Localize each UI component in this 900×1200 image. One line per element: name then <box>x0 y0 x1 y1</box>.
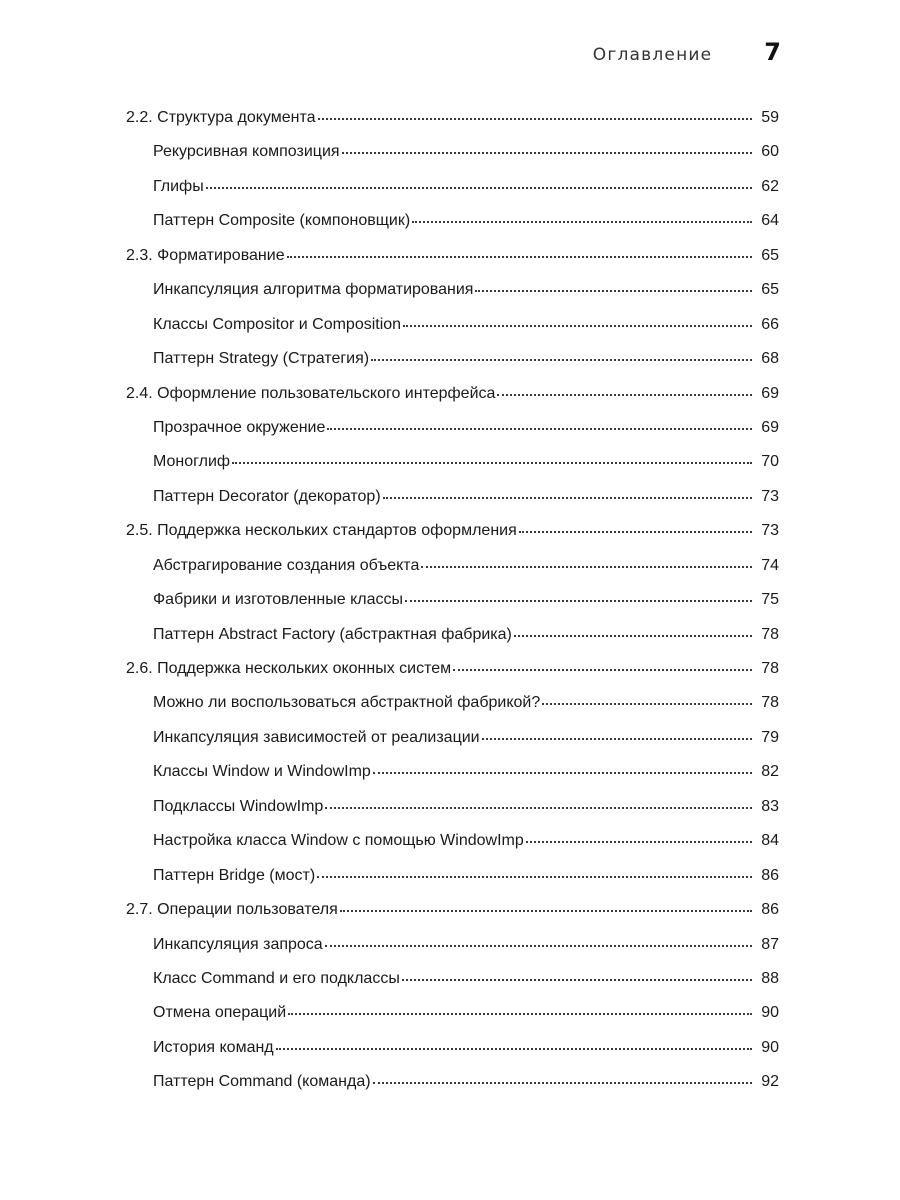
toc-entry-page-number: 65 <box>761 246 779 264</box>
toc-subsection-entry <box>0 722 900 756</box>
toc-entry-title: Отмена операций <box>153 1004 287 1022</box>
toc-entry-page-number: 73 <box>761 522 779 540</box>
toc-entry-page-number: 78 <box>761 625 779 643</box>
toc-entry-title: 2.7. Операции пользователя <box>126 901 338 919</box>
toc-subsection-entry <box>0 1066 900 1100</box>
toc-entry-page-number: 68 <box>761 350 779 368</box>
dot-leader <box>287 255 752 258</box>
toc-entry-page-number: 69 <box>761 384 779 402</box>
dot-leader <box>475 289 752 292</box>
toc-entry-page-number: 78 <box>761 660 779 677</box>
toc-entry-title: Класс Command и его подклассы <box>153 969 400 987</box>
toc-subsection-entry <box>0 997 900 1031</box>
toc-entry-page-number: 90 <box>761 1038 779 1056</box>
toc-section-entry <box>0 102 900 136</box>
dot-leader <box>514 634 752 637</box>
dot-leader <box>421 565 752 568</box>
running-header-title: Оглавление <box>592 45 713 65</box>
toc-subsection-entry <box>0 963 900 997</box>
page-number: 7 <box>764 38 781 66</box>
toc-entry-title: Классы Window и WindowImp <box>153 763 371 781</box>
toc-subsection-entry <box>0 550 900 584</box>
dot-leader <box>206 186 752 189</box>
toc-entry-title: Классы Compositor и Composition <box>153 315 402 333</box>
toc-entry-page-number: 86 <box>761 901 779 919</box>
dot-leader <box>317 875 752 878</box>
dot-leader <box>526 840 752 843</box>
toc-subsection-entry <box>0 756 900 790</box>
toc-entry-title: 2.5. Поддержка нескольких стандартов оформления <box>126 522 517 540</box>
toc-section-entry <box>0 240 900 274</box>
toc-entry-title: Паттерн Command (команда) <box>153 1073 371 1091</box>
toc-entry-title: 2.6. Поддержка нескольких оконных систем <box>126 660 452 677</box>
toc-entry-page-number: 62 <box>761 177 779 195</box>
toc-subsection-entry <box>0 343 900 377</box>
toc-entry-page-number: 74 <box>761 556 779 574</box>
toc-entry-page-number: 70 <box>761 453 779 471</box>
dot-leader <box>340 909 752 912</box>
toc-entry-page-number: 79 <box>761 728 779 746</box>
toc-entry-page-number: 78 <box>761 694 779 712</box>
toc-entry-title: 2.4. Оформление пользовательского интерфейса <box>126 384 496 402</box>
toc-subsection-entry <box>0 136 900 170</box>
dot-leader <box>327 427 752 430</box>
toc-entry-title: 2.2. Структура документа <box>126 109 316 126</box>
toc-entry-title: Прозрачное окружение <box>153 418 326 436</box>
toc-entry-title: Инкапсуляция алгоритма форматирования <box>153 281 474 299</box>
dot-leader <box>232 461 752 464</box>
toc-entry-page-number: 75 <box>761 591 779 609</box>
toc-entry-title: Паттерн Composite (компоновщик) <box>153 212 411 230</box>
toc-subsection-entry <box>0 860 900 894</box>
dot-leader <box>403 324 752 327</box>
toc-subsection-entry <box>0 929 900 963</box>
toc-subsection-entry <box>0 687 900 721</box>
dot-leader <box>412 220 752 223</box>
toc-entry-page-number: 92 <box>761 1073 779 1091</box>
toc-entry-title: История команд <box>153 1038 274 1056</box>
dot-leader <box>519 530 752 533</box>
toc-subsection-entry <box>0 1032 900 1066</box>
dot-leader <box>453 668 752 671</box>
dot-leader <box>325 944 752 947</box>
dot-leader <box>383 496 752 499</box>
dot-leader <box>276 1047 752 1050</box>
toc-subsection-entry <box>0 412 900 446</box>
toc-entry-page-number: 65 <box>761 281 779 299</box>
dot-leader <box>482 737 752 740</box>
toc-subsection-entry <box>0 584 900 618</box>
toc-section-entry <box>0 894 900 928</box>
toc-entry-title: Паттерн Bridge (мост) <box>153 866 316 884</box>
toc-entry-page-number: 86 <box>761 866 779 884</box>
toc-subsection-entry <box>0 791 900 825</box>
toc-subsection-entry <box>0 446 900 480</box>
toc-section-entry <box>0 378 900 412</box>
toc-subsection-entry <box>0 825 900 859</box>
dot-leader <box>325 806 752 809</box>
toc-section-entry <box>0 653 900 687</box>
toc-subsection-entry <box>0 205 900 239</box>
toc-entry-page-number: 90 <box>761 1004 779 1022</box>
toc-section-entry <box>0 515 900 549</box>
toc-entry-title: Паттерн Decorator (декоратор) <box>153 487 381 505</box>
toc-subsection-entry <box>0 481 900 515</box>
dot-leader <box>402 978 752 981</box>
toc-entry-title: Паттерн Abstract Factory (абстрактная фабрика) <box>153 625 512 643</box>
toc-entry-title: Рекурсивная композиция <box>153 143 340 161</box>
toc-entry-title: Фабрики и изготовленные классы <box>153 591 403 609</box>
toc-entry-title: Глифы <box>153 177 204 195</box>
toc-entry-page-number: 87 <box>761 935 779 953</box>
dot-leader <box>542 702 752 705</box>
dot-leader <box>497 393 752 396</box>
dot-leader <box>318 117 753 120</box>
dot-leader <box>288 1012 752 1015</box>
dot-leader <box>373 771 752 774</box>
toc-entry-page-number: 59 <box>761 109 779 126</box>
toc-entry-title: Инкапсуляция запроса <box>153 935 323 953</box>
toc-subsection-entry <box>0 274 900 308</box>
toc-entry-title: Подклассы WindowImp <box>153 797 324 815</box>
toc-entry-title: Моноглиф <box>153 453 231 471</box>
toc-entry-title: Можно ли воспользоваться абстрактной фабрикой? <box>153 694 541 712</box>
running-header <box>0 38 781 74</box>
toc-subsection-entry <box>0 619 900 653</box>
toc-entry-page-number: 82 <box>761 763 779 781</box>
toc-entry-page-number: 84 <box>761 832 779 850</box>
toc-entry-title: Паттерн Strategy (Стратегия) <box>153 350 370 368</box>
dot-leader <box>373 1081 752 1084</box>
toc-entry-page-number: 88 <box>761 969 779 987</box>
toc-entry-page-number: 83 <box>761 797 779 815</box>
toc-entry-page-number: 64 <box>761 212 779 230</box>
toc-entry-page-number: 73 <box>761 487 779 505</box>
toc-entry-title: Инкапсуляция зависимостей от реализации <box>153 728 480 746</box>
table-of-contents <box>0 102 900 1101</box>
toc-subsection-entry <box>0 171 900 205</box>
toc-entry-title: 2.3. Форматирование <box>126 246 285 264</box>
toc-entry-page-number: 66 <box>761 315 779 333</box>
dot-leader <box>405 599 752 602</box>
toc-subsection-entry <box>0 309 900 343</box>
toc-entry-page-number: 69 <box>761 418 779 436</box>
toc-entry-page-number: 60 <box>761 143 779 161</box>
toc-entry-title: Настройка класса Window с помощью WindowImp <box>153 832 524 850</box>
toc-entry-title: Абстрагирование создания объекта <box>153 556 420 574</box>
dot-leader <box>342 151 752 154</box>
dot-leader <box>371 358 752 361</box>
